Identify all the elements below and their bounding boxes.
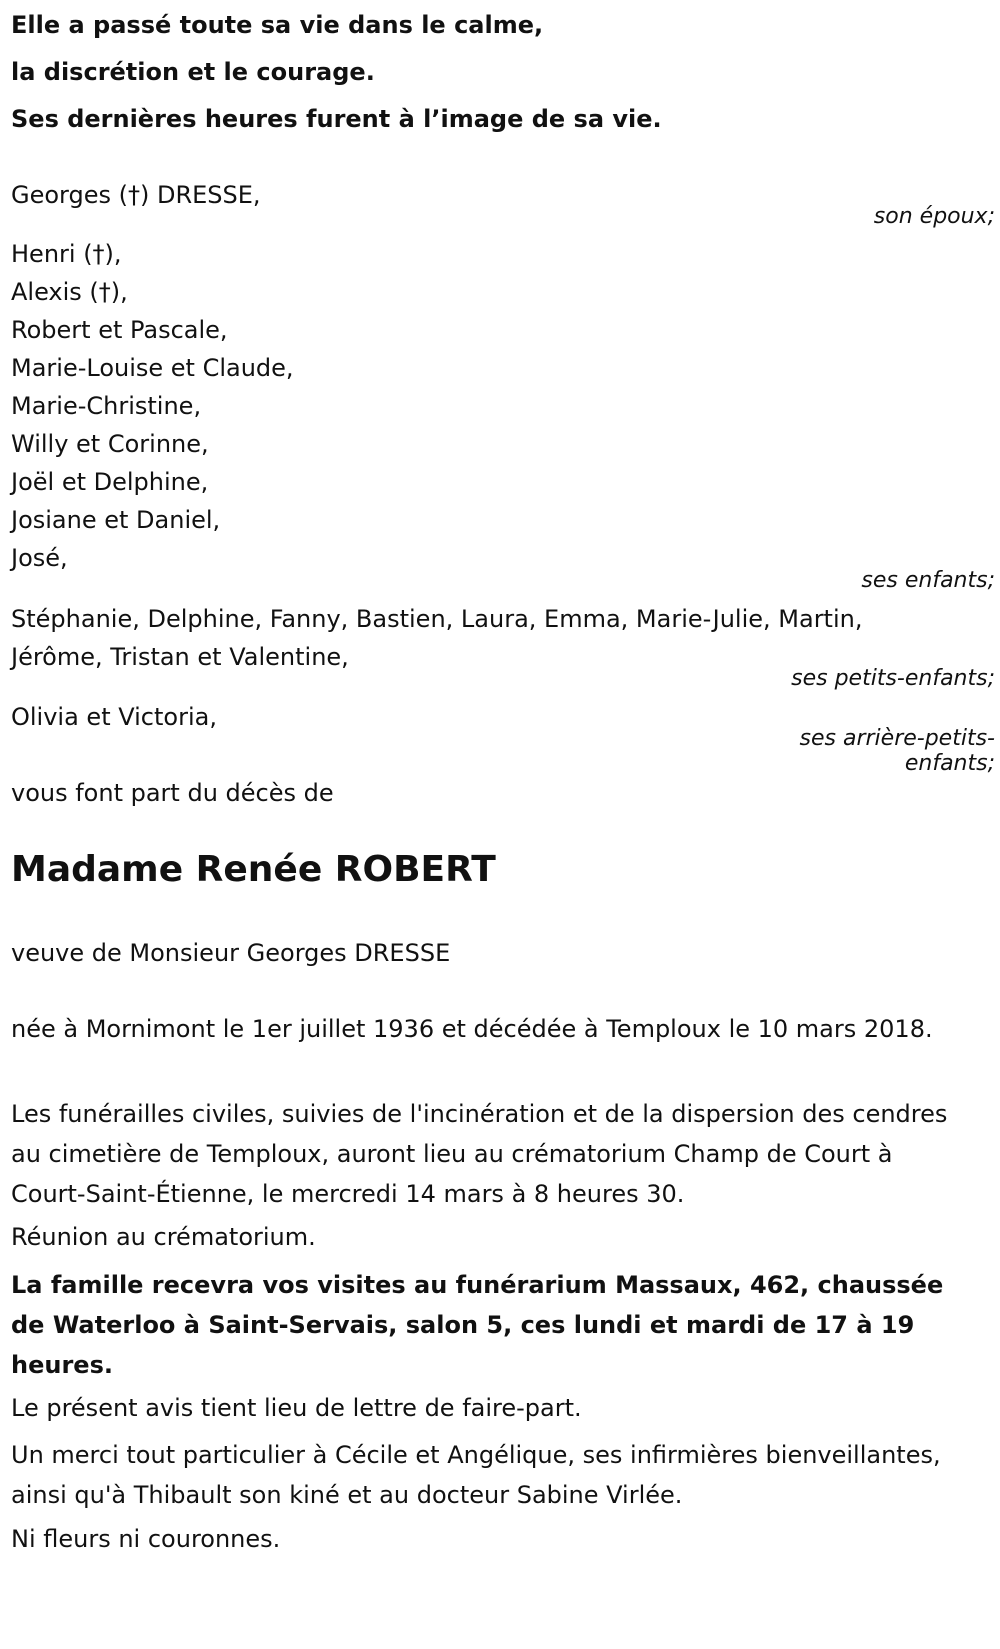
great-grandchildren-role: ses arrière-petits-: [799, 726, 995, 751]
grandchildren-line: Jérôme, Tristan et Valentine,: [11, 643, 349, 671]
child-name: Alexis (†),: [11, 278, 128, 306]
great-grandchildren-names: Olivia et Victoria,: [11, 703, 217, 731]
child-name: Willy et Corinne,: [11, 430, 209, 458]
children-role: ses enfants;: [861, 568, 995, 593]
spouse-role: son époux;: [873, 204, 995, 229]
birth-death-info: née à Mornimont le 1er juillet 1936 et décédée à Temploux le 10 mars 2018.: [11, 1015, 933, 1043]
spouse-name: Georges (†) DRESSE,: [11, 181, 261, 209]
child-name: Marie-Louise et Claude,: [11, 354, 294, 382]
grandchildren-line: Stéphanie, Delphine, Fanny, Bastien, Laura, Emma, Marie-Julie, Martin,: [11, 605, 863, 633]
opening-quote: [11, 2, 995, 143]
quote-line: la discrétion et le courage.: [11, 58, 375, 86]
child-name: Marie-Christine,: [11, 392, 202, 420]
visits-info: La famille recevra vos visites au funérarium Massaux, 462, chaussée de Waterloo à Saint-Servais, salon 5, ces lundi et mardi de 17 à 19 heures.: [11, 1271, 944, 1379]
child-name: José,: [11, 544, 68, 572]
grandchildren-role: ses petits-enfants;: [791, 666, 995, 691]
child-name: Josiane et Daniel,: [11, 506, 221, 534]
widow-of: veuve de Monsieur Georges DRESSE: [11, 939, 451, 967]
notice-text: Le présent avis tient lieu de lettre de faire-part.: [11, 1394, 582, 1422]
flowers-text: Ni fleurs ni couronnes.: [11, 1525, 281, 1553]
great-grandchildren-role: enfants;: [904, 751, 995, 776]
meeting-info: Réunion au crématorium.: [11, 1223, 316, 1251]
children-list: [11, 234, 294, 578]
child-name: Joël et Delphine,: [11, 468, 209, 496]
child-name: Henri (†),: [11, 240, 122, 268]
quote-line: Elle a passé toute sa vie dans le calme,: [11, 11, 544, 39]
child-name: Robert et Pascale,: [11, 316, 228, 344]
deceased-name: Madame Renée ROBERT: [11, 849, 496, 890]
thanks-text: Un merci tout particulier à Cécile et Angélique, ses infirmières bienveillantes, ainsi qu'à Thibault son kiné et au docteur Sabine Virlée.: [11, 1441, 941, 1509]
announcement-text: vous font part du décès de: [11, 779, 334, 807]
quote-line: Ses dernières heures furent à l’image de sa vie.: [11, 105, 662, 133]
funeral-info: Les funérailles civiles, suivies de l'incinération et de la dispersion des cendres au cimetière de Temploux, auront lieu au crématorium Champ de Court à Court-Saint-Étienne, le mercredi 14 mars à 8 heures 30.: [11, 1100, 948, 1208]
